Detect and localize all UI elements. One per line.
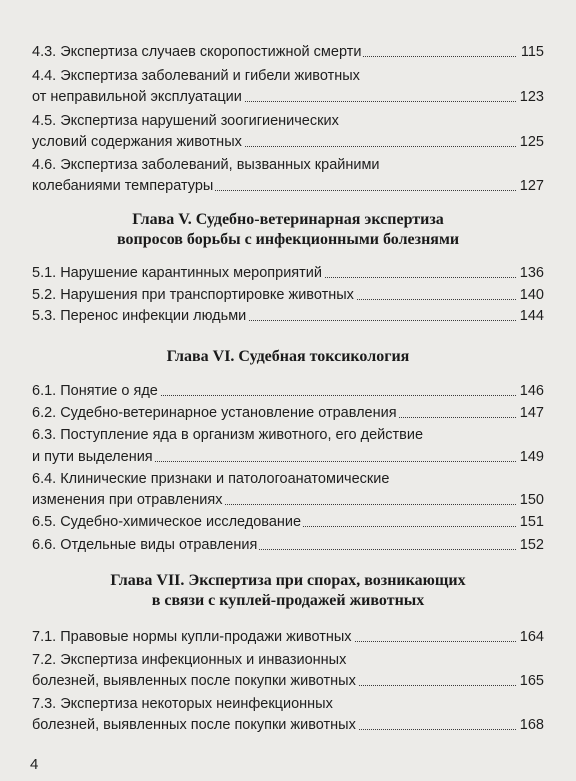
toc-entry-title: 7.1. Правовые нормы купли-продажи животных	[32, 629, 352, 645]
toc-entry-page: 140	[519, 287, 544, 303]
toc-entry-title: 5.3. Перенос инфекции людьми	[32, 308, 247, 324]
toc-entry-page: 146	[519, 383, 544, 399]
toc-entry-title: 7.2. Экспертиза инфекционных и инвазионных	[32, 652, 347, 668]
toc-entry-4-5-line1[interactable]	[32, 111, 544, 131]
toc-entry-title: от неправильной эксплуатации	[32, 89, 242, 105]
toc-entry-7-2-line2[interactable]	[32, 671, 544, 691]
toc-entry-page: 123	[519, 89, 544, 105]
toc-entry-title: 6.2. Судебно-ветеринарное установление отравления	[32, 405, 397, 421]
toc-entry-title: 6.1. Понятие о яде	[32, 383, 158, 399]
toc-entry-page: 149	[519, 449, 544, 465]
toc-entry-title: 5.2. Нарушения при транспортировке животных	[32, 287, 354, 303]
chapter-7-heading-line1: Глава VII. Экспертиза при спорах, возникающих	[110, 572, 466, 589]
chapter-5-heading-line1: Глава V. Судебно-ветеринарная экспертиза	[132, 211, 444, 228]
toc-entry-title: 4.4. Экспертиза заболеваний и гибели животных	[32, 68, 360, 84]
toc-entry-page: 125	[519, 134, 544, 150]
toc-entry-title: 6.6. Отдельные виды отравления	[32, 537, 258, 553]
chapter-6-heading: Глава VI. Судебная токсикология	[166, 348, 410, 365]
toc-entry-6-5[interactable]	[32, 512, 544, 532]
toc-entry-page: 127	[519, 178, 544, 194]
toc-entry-6-4-line2[interactable]	[32, 490, 544, 510]
page-number: 4	[30, 756, 39, 773]
toc-entry-title: 6.4. Клинические признаки и патологоанатомические	[32, 471, 390, 487]
toc-entry-page: 147	[519, 405, 544, 421]
toc-entry-7-3-line2[interactable]	[32, 715, 544, 735]
toc-entry-title: болезней, выявленных после покупки животных	[32, 673, 356, 689]
toc-entry-4-6-line1[interactable]	[32, 155, 544, 175]
toc-entry-5-1[interactable]	[32, 263, 544, 283]
toc-entry-title: болезней, выявленных после покупки животных	[32, 717, 356, 733]
toc-entry-5-2[interactable]	[32, 285, 544, 305]
toc-entry-page: 165	[519, 673, 544, 689]
toc-entry-7-2-line1[interactable]	[32, 650, 544, 670]
toc-entry-4-5-line2[interactable]	[32, 132, 544, 152]
toc-entry-page: 152	[519, 537, 544, 553]
toc-entry-page: 115	[520, 44, 544, 60]
toc-entry-6-6[interactable]	[32, 535, 544, 555]
toc-entry-title: колебаниями температуры	[32, 178, 214, 194]
toc-entry-title: 4.3. Экспертиза случаев скоропостижной смерти	[32, 44, 362, 60]
toc-entry-page: 136	[519, 265, 544, 281]
toc-entry-title: 6.3. Поступление яда в организм животного, его действие	[32, 427, 424, 443]
toc-entry-4-6-line2[interactable]	[32, 176, 544, 196]
toc-entry-title: 5.1. Нарушение карантинных мероприятий	[32, 265, 322, 281]
chapter-7-heading-line2: в связи с куплей-продажей животных	[151, 592, 425, 609]
toc-entry-6-1[interactable]	[32, 381, 544, 401]
toc-entry-4-3[interactable]	[32, 42, 544, 62]
toc-entry-page: 144	[519, 308, 544, 324]
toc-entry-page: 151	[519, 514, 544, 530]
toc-entry-title: и пути выделения	[32, 449, 153, 465]
toc-entry-page: 164	[519, 629, 544, 645]
chapter-5-heading-line2: вопросов борьбы с инфекционными болезнями	[116, 231, 460, 248]
toc-entry-6-4-line1[interactable]	[32, 469, 544, 489]
toc-entry-title: 6.5. Судебно-химическое исследование	[32, 514, 302, 530]
toc-entry-4-4-line1[interactable]	[32, 66, 544, 86]
toc-entry-6-3-line1[interactable]	[32, 425, 544, 445]
toc-entry-5-3[interactable]	[32, 306, 544, 326]
toc-entry-page: 150	[519, 492, 544, 508]
toc-entry-6-3-line2[interactable]	[32, 447, 544, 467]
toc-entry-7-1[interactable]	[32, 627, 544, 647]
toc-entry-4-4-line2[interactable]	[32, 87, 544, 107]
toc-entry-title: 7.3. Экспертиза некоторых неинфекционных	[32, 696, 333, 712]
toc-entry-title: условий содержания животных	[32, 134, 242, 150]
toc-entry-title: изменения при отравлениях	[32, 492, 223, 508]
toc-entry-6-2[interactable]	[32, 403, 544, 423]
toc-entry-title: 4.5. Экспертиза нарушений зоогигиенических	[32, 113, 339, 129]
toc-entry-page: 168	[519, 717, 544, 733]
toc-entry-title: 4.6. Экспертиза заболеваний, вызванных крайними	[32, 157, 380, 173]
toc-entry-7-3-line1[interactable]	[32, 694, 544, 714]
